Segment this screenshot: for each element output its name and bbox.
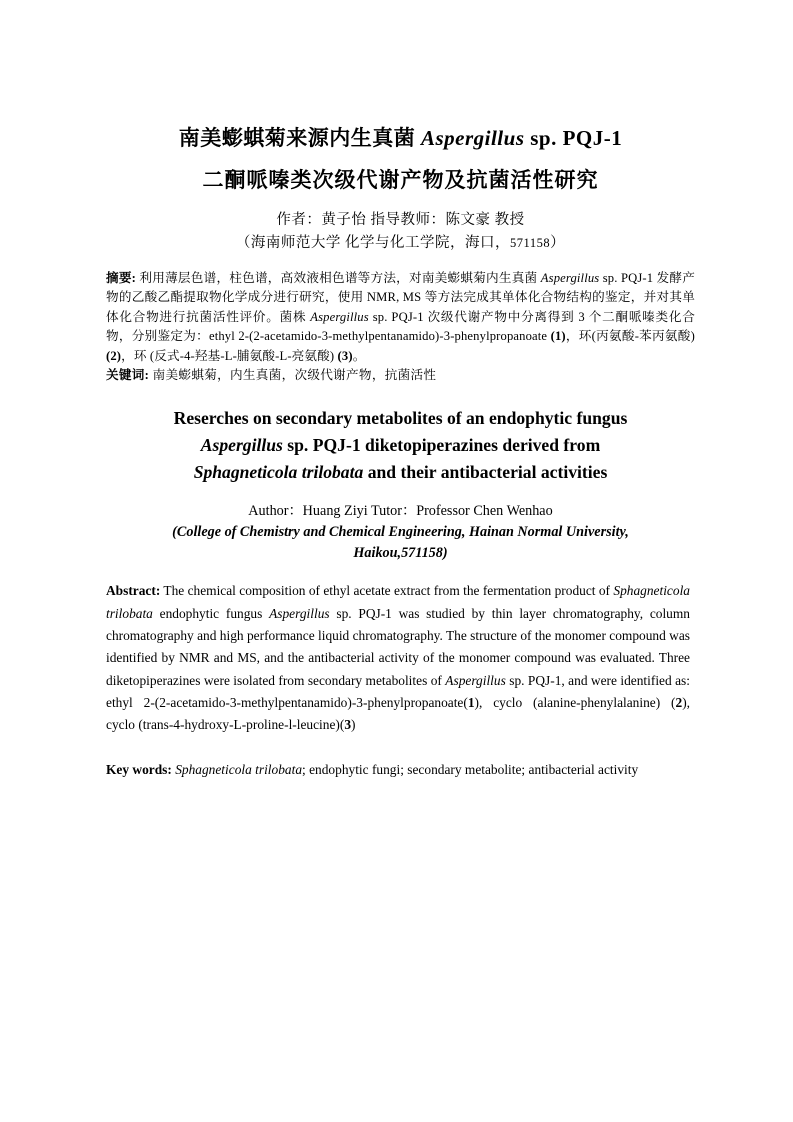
chinese-compound-number-2: (2) (106, 348, 122, 363)
english-keywords-species: Sphagneticola trilobata (171, 761, 303, 777)
chinese-abstract-part-3: sp. PQJ-1 次级代谢产物中分离得到 3 个二酮哌嗪类化合物，分别鉴定为：ethyl 2-(2-acetamido-3-methylpentanamido)-3-phenylpropanoate (106, 309, 695, 344)
english-abstract-part-4: sp. PQJ-1, and were identified as: ethyl 2-(2-acetamido-3-methylpentanamido)-3-phenylpropanoate( (106, 672, 690, 710)
chinese-affiliation (106, 232, 695, 255)
chinese-abstract-part-5: ，环 (反式-4-羟基-L-脯氨酸-L-亮氨酸) (121, 348, 338, 363)
english-affiliation-line-2: Haikou,571158) (353, 545, 448, 562)
chinese-title-strain: sp. PQJ-1 (524, 126, 623, 150)
chinese-abstract-genus-1: Aspergillus (540, 271, 600, 285)
english-abstract-genus-1: Aspergillus (269, 605, 330, 621)
english-title-species: Sphagneticola trilobata (193, 462, 364, 483)
english-abstract-part-7: ) (351, 717, 356, 733)
english-title-line-3-rest: and their antibacterial activities (363, 462, 608, 483)
english-keywords-text: ; endophytic fungi; secondary metabolite; antibacterial activity (302, 761, 639, 777)
english-abstract-genus-2: Aspergillus (445, 672, 506, 688)
chinese-abstract-part-1: 利用薄层色谱，柱色谱，高效液相色谱等方法，对南美蟛蜞菊内生真菌 (136, 271, 541, 285)
chinese-abstract-part-6: 。 (352, 348, 366, 363)
english-abstract-part-6: ), cyclo (trans-4-hydroxy-L-proline-l-leucine)( (106, 694, 691, 733)
english-compound-number-1: 1 (467, 694, 475, 710)
english-abstract-part-1: The chemical composition of ethyl acetate extract from the fermentation product of (160, 583, 614, 599)
chinese-title-genus: Aspergillus (420, 126, 525, 150)
english-title-line-1: Reserches on secondary metabolites of an endophytic fungus (173, 408, 628, 429)
english-abstract-part-2: endophytic fungus (152, 605, 270, 621)
english-keywords (106, 759, 690, 781)
chinese-abstract-part-2: sp. PQJ-1 发酵产物的乙酸乙酯提取物化学成分进行研究，使用 NMR, MS 等方法完成其单体化合物结构的鉴定，并对其单体化合物进行抗菌活性评价。菌株 (106, 271, 695, 324)
english-compound-number-3: 3 (344, 717, 352, 733)
chinese-keywords-text: 南美蟛蜞菊，内生真菌，次级代谢产物，抗菌活性 (149, 368, 437, 383)
english-author-line: Author：Huang Ziyi Tutor：Professor Chen Wenhao (248, 503, 553, 520)
english-title-genus: Aspergillus (200, 435, 283, 456)
chinese-compound-number-3: (3) (337, 348, 353, 363)
english-abstract-label: Abstract: (106, 583, 161, 599)
chinese-author-line: 作者：黄子怡 指导教师：陈文豪 教授 (276, 212, 525, 228)
english-abstract-part-5: ), cyclo (alanine-phenylalanine) ( (474, 694, 676, 710)
chinese-affiliation-postcode: 571158 (510, 236, 551, 250)
chinese-title-line-2: 二酮哌嗪类次级代谢产物及抗菌活性研究 (202, 168, 599, 192)
chinese-keywords-label: 关键词: (106, 368, 150, 383)
english-abstract-part-3: sp. PQJ-1 was studied by thin layer chromatography, column chromatography and high performance liquid chromatography. The structure of the monomer compound was identified by NMR and MS, and the antibacterial activity of the monomer compound was evaluated. Three diketopiperazines were isolated from secondary metabolites of (106, 605, 690, 688)
chinese-affiliation-close: ） (550, 235, 566, 251)
english-abstract-species: Sphagneticola trilobata (106, 583, 690, 621)
chinese-title-prefix: 南美蟛蜞菊来源内生真菌 (178, 126, 421, 150)
english-keywords-label: Key words: (106, 761, 172, 777)
english-title-line-2 (124, 432, 677, 459)
english-compound-number-2: 2 (675, 694, 683, 710)
chinese-abstract-part-4: ，环(丙氨酸-苯丙氨酸) (565, 329, 695, 344)
chinese-title-line-1 (106, 118, 695, 158)
chinese-abstract (106, 269, 695, 366)
chinese-affiliation-text: （海南师范大学 化学与化工学院，海口， (235, 235, 511, 251)
chinese-abstract-genus-2: Aspergillus (310, 309, 369, 324)
english-title-line-3 (124, 459, 677, 486)
english-abstract (106, 580, 690, 736)
english-affiliation-line-1: (College of Chemistry and Chemical Engineering, Hainan Normal University, (172, 524, 629, 541)
chinese-keywords (106, 366, 695, 385)
chinese-abstract-label: 摘要: (106, 271, 137, 285)
english-title (106, 405, 695, 486)
chinese-compound-number-1: (1) (550, 329, 566, 344)
english-title-line-2-rest: sp. PQJ-1 diketopiperazines derived from (282, 435, 601, 456)
